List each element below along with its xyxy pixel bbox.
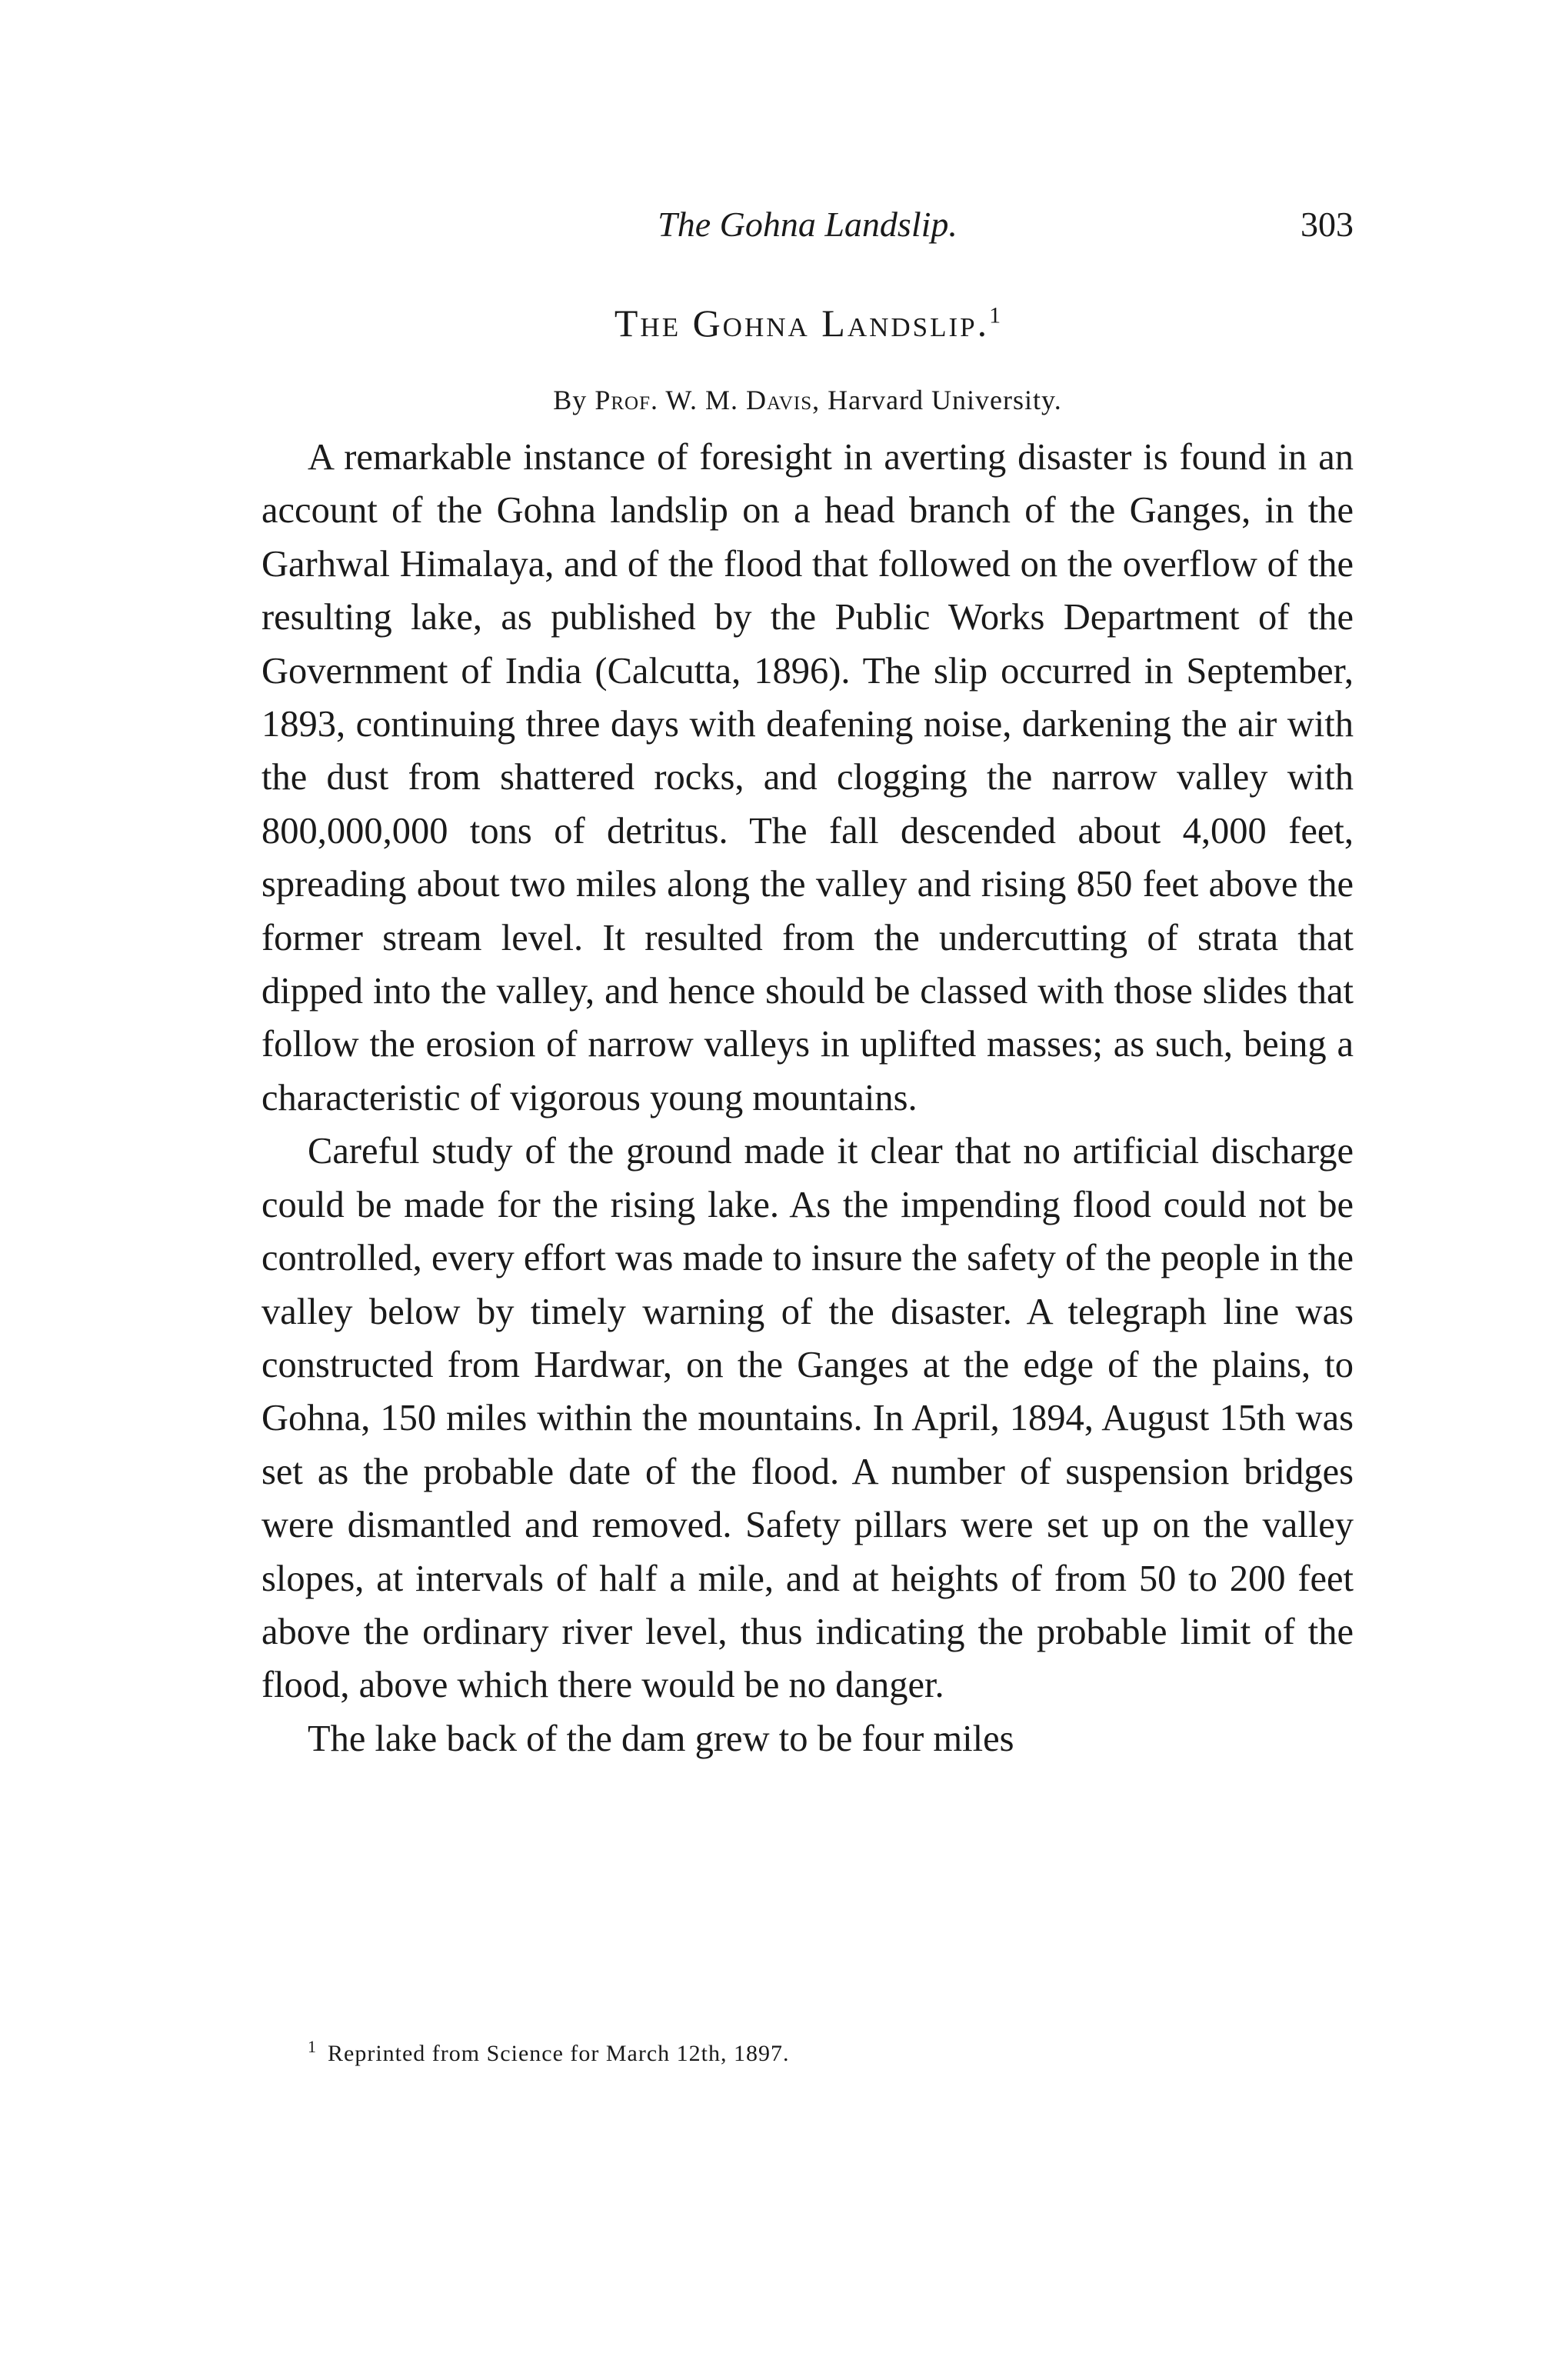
article-title-text: The Gohna Landslip. (614, 302, 990, 345)
byline (261, 381, 1354, 419)
byline-prefix: By (553, 385, 588, 415)
running-head (261, 202, 1354, 248)
footnote-marker: 1 (308, 2037, 317, 2056)
footnote-text: Reprinted from Science for March 12th, 1897. (328, 2041, 790, 2066)
title-footnote-marker: 1 (989, 302, 1001, 328)
running-head-title: The Gohna Landslip. (658, 205, 958, 244)
paragraph-3: The lake back of the dam grew to be four miles (308, 1718, 1014, 1759)
page-number: 303 (1301, 205, 1354, 244)
paragraph-1: A remarkable instance of foresight in averting disaster is found in an account of the Gohna landslip on a head branch of the Ganges, in the Garhwal Himalaya, and of the flood that followed on the overflow of the resulting lake, as published by the Public Works Department of the Government of India (Calcutta, 1896). The slip occurred in September, 1893, continuing three days with deafening noise, darkening the air with the dust from shattered rocks, and clogging the narrow valley with 800,000,000 tons of detritus. The fall descended about 4,000 feet, spreading about two miles along the valley and rising 850 feet above the former stream level. It resulted from the undercutting of strata that dipped into the valley, and hence should be classed with those slides that follow the erosion of narrow valleys in uplifted masses; as such, being a characteristic of vigorous young mountains. (261, 437, 1354, 1118)
author-affiliation: Harvard University. (828, 385, 1062, 415)
article-title (261, 298, 1354, 348)
footnote (308, 2038, 1307, 2069)
author-name: Prof. W. M. Davis, (594, 385, 821, 415)
article-body (261, 431, 1354, 1765)
paragraph-2: Careful study of the ground made it clear that no artificial discharge could be made for the rising lake. As the impending flood could not be controlled, every effort was made to insure the safety of the people in the valley below by timely warning of the disaster. A telegraph line was constructed from Hardwar, on the Ganges at the edge of the plains, to Gohna, 150 miles within the mountains. In April, 1894, August 15th was set as the probable date of the flood. A number of suspension bridges were dismantled and removed. Safety pillars were set up on the valley slopes, at intervals of half a mile, and at heights of from 50 to 200 feet above the ordinary river level, thus indicating the probable limit of the flood, above which there would be no danger. (261, 1131, 1354, 1706)
